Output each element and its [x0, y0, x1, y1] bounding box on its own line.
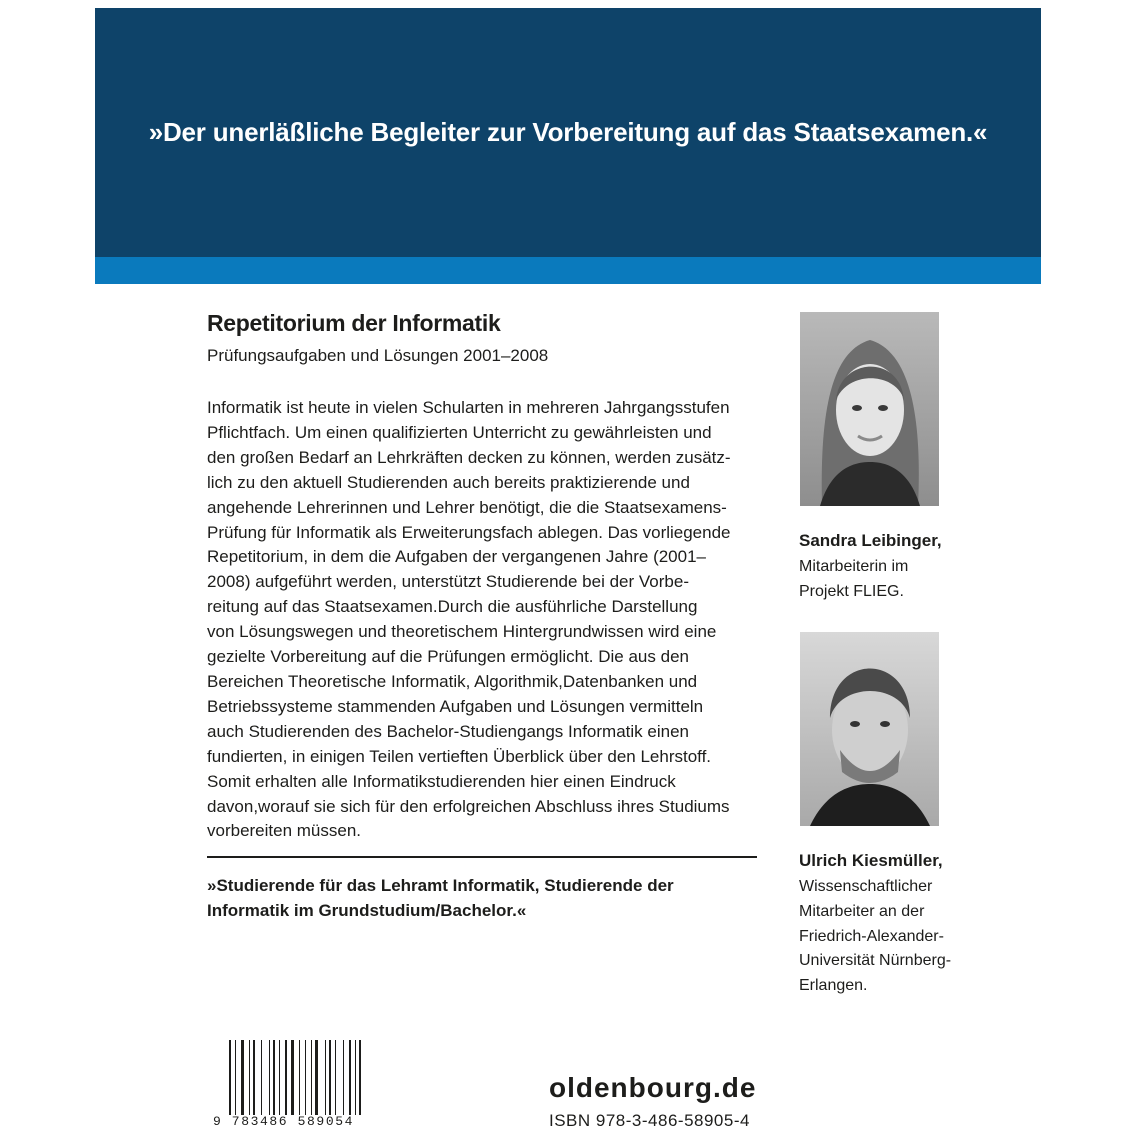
- author-description-line: Mitarbeiterin im: [799, 558, 909, 575]
- barcode-bar: [315, 1040, 318, 1115]
- author-description: [799, 555, 908, 605]
- description-line: fundierten, in einigen Teilen vertieften Überblick über den Lehrstoff.: [207, 746, 712, 766]
- author-description-line: Universität Nürnberg-: [799, 952, 952, 970]
- description-line: vorbereiten müssen.: [207, 821, 362, 841]
- barcode-bar: [311, 1040, 312, 1115]
- description-line: Prüfung für Informatik als Erweiterungsfach ablegen. Das vorliegende: [207, 522, 731, 542]
- barcode-bar: [261, 1040, 262, 1115]
- author-description-line: Erlangen.: [799, 977, 868, 995]
- divider-rule: [207, 856, 757, 858]
- barcode-bar: [329, 1040, 331, 1115]
- author-photo-ulrich-kiesmueller: [800, 632, 939, 826]
- audience-quote: [207, 873, 674, 923]
- audience-line: Informatik im Grundstudium/Bachelor.«: [207, 901, 527, 920]
- description-line: auch Studierenden des Bachelor-Studiengangs Informatik einen: [207, 721, 689, 741]
- barcode-bar: [285, 1040, 287, 1115]
- description-line: Repetitorium, in dem die Aufgaben der vergangenen Jahre (2001–: [207, 547, 707, 567]
- description-line: Betriebssysteme stammenden Aufgaben und Lösungen vermitteln: [207, 696, 704, 716]
- barcode-bar: [291, 1040, 294, 1115]
- barcode-bar: [359, 1040, 361, 1115]
- description-line: Informatik ist heute in vielen Schularten in mehreren Jahrgangsstufen: [207, 398, 730, 417]
- isbn-number: ISBN 978-3-486-58905-4: [549, 1111, 750, 1130]
- author-name: Sandra Leibinger,: [799, 531, 942, 550]
- barcode-bar: [355, 1040, 356, 1115]
- author-description-line: Mitarbeiter an der: [799, 902, 925, 920]
- barcode-bar: [279, 1040, 280, 1115]
- barcode-digits: 9 783486 589054: [213, 1114, 355, 1129]
- description-line: 2008) aufgeführt werden, unterstützt Studierende bei der Vorbe-: [207, 572, 689, 592]
- author-description: [799, 875, 951, 999]
- book-subtitle: Prüfungsaufgaben und Lösungen 2001–2008: [207, 346, 549, 365]
- barcode-bar: [229, 1040, 231, 1115]
- barcode-bar: [269, 1040, 270, 1115]
- description-line: reitung auf das Staatsexamen.Durch die ausführliche Darstellung: [207, 597, 698, 617]
- description-line: lich zu den aktuell Studierenden auch bereits praktizierende und: [207, 472, 690, 492]
- barcode: [229, 1040, 363, 1115]
- barcode-bar: [299, 1040, 300, 1115]
- description-line: von Lösungswegen und theoretischem Hintergrundwissen wird eine: [207, 622, 717, 642]
- barcode-bar: [335, 1040, 336, 1115]
- barcode-bar: [343, 1040, 344, 1115]
- barcode-bar: [249, 1040, 250, 1115]
- description-line: gezielte Vorbereitung auf die Prüfungen ermöglicht. Die aus den: [207, 647, 689, 667]
- author-description-line: Friedrich-Alexander-: [799, 927, 944, 945]
- header-stripe: [95, 257, 1041, 284]
- description-line: Bereichen Theoretische Informatik, Algorithmik,Datenbanken und: [207, 671, 698, 691]
- author-description-line: Projekt FLIEG.: [799, 582, 904, 600]
- book-title: Repetitorium der Informatik: [207, 310, 501, 336]
- barcode-bar: [349, 1040, 351, 1115]
- author-photo-sandra-leibinger: [800, 312, 939, 506]
- audience-line: »Studierende für das Lehramt Informatik, Studierende der: [207, 876, 674, 895]
- barcode-bar: [273, 1040, 275, 1115]
- barcode-bar: [253, 1040, 255, 1115]
- barcode-bar: [241, 1040, 244, 1115]
- book-description: [207, 396, 767, 844]
- barcode-bar: [305, 1040, 306, 1115]
- description-line: angehende Lehrerinnen und Lehrer benötigt, die die Staatsexamens-: [207, 497, 727, 517]
- banner-quote: »Der unerläßliche Begleiter zur Vorbereitung auf das Staatsexamen.«: [148, 117, 988, 147]
- description-line: den großen Bedarf an Lehrkräften decken zu können, werden zusätz-: [207, 447, 731, 467]
- author-description-line: Wissenschaftlicher: [799, 878, 933, 895]
- description-line: Pflichtfach. Um einen qualifizierten Unterricht zu gewährleisten und: [207, 422, 712, 442]
- description-line: davon,worauf sie sich für den erfolgreichen Abschluss ihres Studiums: [207, 796, 730, 816]
- publisher-url: oldenbourg.de: [549, 1072, 757, 1103]
- barcode-bar: [235, 1040, 236, 1115]
- barcode-bar: [325, 1040, 326, 1115]
- author-name: Ulrich Kiesmüller,: [799, 851, 943, 870]
- description-line: Somit erhalten alle Informatikstudierenden hier einen Eindruck: [207, 771, 676, 791]
